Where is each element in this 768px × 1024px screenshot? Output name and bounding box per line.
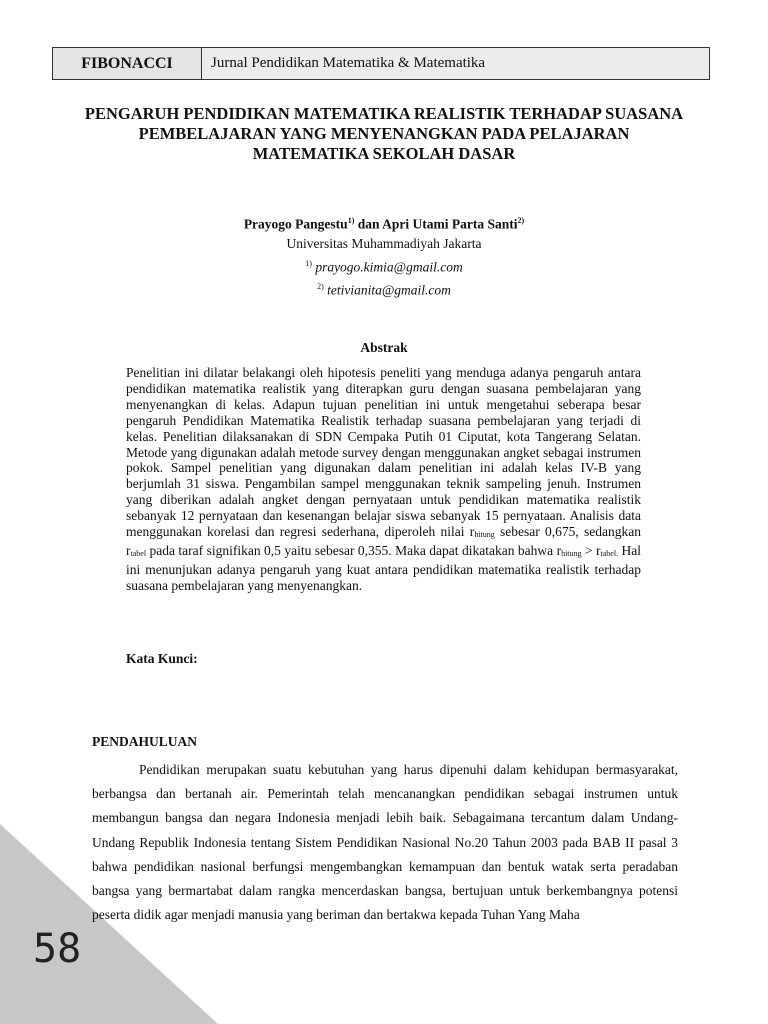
abstract-sub-3: hitung [561,548,582,558]
abstract-part-3: pada taraf signifikan 0,5 yaitu sebesar 0,355. Maka dapat dikatakan bahwa r [146,542,562,558]
abstract-sub-2: tabel [130,548,147,558]
abstract-part-2: sebesar 0,675, sedangkan r [126,524,641,558]
author-line [80,211,688,234]
author-1: Prayogo Pangestu [243,216,348,232]
abstract-sub-1: hitung [474,530,495,540]
affiliation: Universitas Muhammadiyah Jakarta [286,236,482,251]
abstract-part-4: > r [581,542,601,558]
author-2: Apri Utami Parta Santi [382,216,518,232]
journal-header [52,47,710,80]
email-2-line [80,277,688,300]
abstract-part-5: Hal ini menunjukan adanya pengaruh yang kuat antara pendidikan matematika realistik terhadap suasana pembelajaran yang menyenangkan. [126,542,642,593]
page-number: 58 [33,926,82,972]
email-1-sup: 1) [305,258,312,268]
abstract-sub-4: tabel. [600,548,619,558]
abstract-text [126,365,641,594]
abstract-heading: Abstrak [360,340,408,355]
journal-title: Jurnal Pendidikan Matematika & Matematika [202,48,709,79]
section-heading: PENDAHULUAN [92,734,198,749]
keywords-label: Kata Kunci: [126,651,198,666]
email-1: prayogo.kimia@gmail.com [315,259,463,274]
email-1-line [80,254,688,277]
paper-title: PENGARUH PENDIDIKAN MATEMATIKA REALISTIK TERHADAP SUASANA PEMBELAJARAN YANG MENYENANGKAN PADA PELAJARAN MATEMATIKA SEKOLAH DASAR [84,104,684,163]
section-paragraph: Pendidikan merupakan suatu kebutuhan yang harus dipenuhi dalam kehidupan bermasyarakat, berbangsa dan bertanah air. Pemerintah telah mencanangkan pendidikan sebagai instrumen untuk membangun bangsa dan negara Indonesia menjadi lebih baik. Sebagaimana tercantum dalam Undang-Undang Republik Indonesia tentang Sistem Pendidikan Nasional No.20 Tahun 2003 pada BAB II pasal 3 bahwa pendidikan nasional berfungsi mengembangkan kemampuan dan bentuk watak serta peradaban bangsa yang bermartabat dalam rangka mencerdaskan bangsa, bertujuan untuk berkembangnya potensi peserta didik agar menjadi manusia yang beriman dan bertakwa kepada Tuhan Yang Maha [92,762,678,923]
author-1-sup: 1) [347,216,355,225]
email-2-sup: 2) [317,281,324,291]
author-connector: dan [354,216,383,232]
journal-name: FIBONACCI [53,48,202,79]
email-2: tetivianita@gmail.com [327,282,451,297]
author-block [80,211,688,300]
abstract-part-1: Penelitian ini dilatar belakangi oleh hipotesis peneliti yang menduga adanya pengaruh antara pendidikan matematika realistik yang diterapkan guru dengan suasana pembelajaran yang menyenangkan di kelas. Adapun tujuan penelitian ini untuk mengetahui seberapa besar pengaruh Pendidikan Matematika Realistik terhadap suasana pembelajaran yang terjadi di kelas. Penelitian dilaksanakan di SDN Cempaka Putih 01 Ciputat, kota Tangerang Selatan. Metode yang digunakan adalah metode survey dengan menggunakan angket sebagai instrumen pokok. Sampel penelitian yang digunakan dalam penelitian ini adalah kelas IV-B yang berjumlah 31 siswa. Pengambilan sampel menggunakan teknik sampeling jenuh. Instrumen yang diberikan adalah angket dengan pernyataan untuk pendidikan matematika realistik sebanyak 12 pernyataan dan kesenangan belajar siswa sebanyak 15 pernyataan. Analisis data menggunakan korelasi dan regresi sederhana, diperoleh nilai r [126,365,641,540]
author-2-sup: 2) [517,216,525,225]
